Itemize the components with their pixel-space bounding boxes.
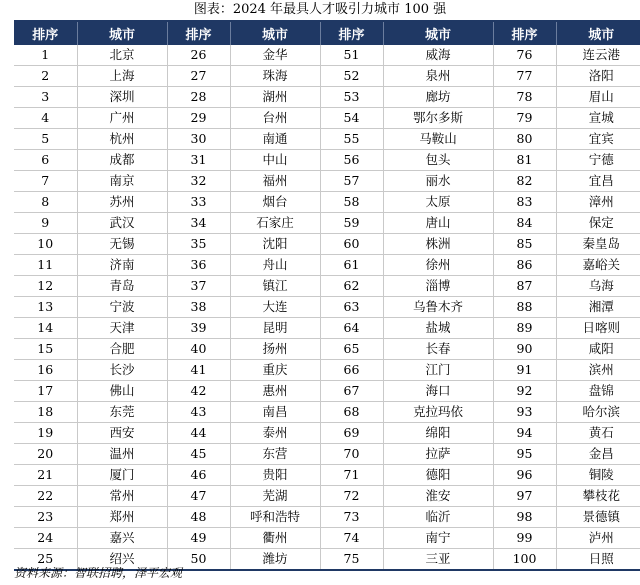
city-cell: 泉州 [383,66,493,87]
city-cell: 滨州 [556,360,640,381]
city-cell: 秦皇岛 [556,234,640,255]
table-row [14,150,640,171]
rank-cell: 84 [493,213,556,234]
rank-cell: 86 [493,255,556,276]
city-cell: 烟台 [230,192,320,213]
rank-cell: 39 [167,318,230,339]
rank-cell: 38 [167,297,230,318]
city-cell: 株洲 [383,234,493,255]
rank-cell: 70 [320,444,383,465]
table-row [14,297,640,318]
rank-cell: 78 [493,87,556,108]
table-row [14,360,640,381]
city-cell: 成都 [77,150,167,171]
table-row [14,87,640,108]
rank-cell: 47 [167,486,230,507]
city-cell: 长春 [383,339,493,360]
city-cell: 丽水 [383,171,493,192]
city-cell: 西安 [77,423,167,444]
table-row [14,192,640,213]
city-cell: 漳州 [556,192,640,213]
city-cell: 南宁 [383,528,493,549]
rank-cell: 24 [14,528,77,549]
rank-cell: 45 [167,444,230,465]
city-cell: 北京 [77,45,167,66]
rank-cell: 10 [14,234,77,255]
rank-cell: 21 [14,465,77,486]
city-cell: 济南 [77,255,167,276]
city-cell: 盘锦 [556,381,640,402]
city-cell: 鄂尔多斯 [383,108,493,129]
rank-cell: 36 [167,255,230,276]
city-cell: 德阳 [383,465,493,486]
city-cell: 哈尔滨 [556,402,640,423]
table-row [14,108,640,129]
city-cell: 铜陵 [556,465,640,486]
rank-cell: 3 [14,87,77,108]
city-cell: 台州 [230,108,320,129]
city-cell: 绵阳 [383,423,493,444]
table-row [14,318,640,339]
rank-cell: 42 [167,381,230,402]
city-cell: 连云港 [556,45,640,66]
rank-cell: 48 [167,507,230,528]
city-cell: 佛山 [77,381,167,402]
header-rank: 排序 [320,21,383,45]
rank-cell: 26 [167,45,230,66]
city-cell: 咸阳 [556,339,640,360]
table-row [14,129,640,150]
rank-cell: 5 [14,129,77,150]
city-cell: 嘉兴 [77,528,167,549]
city-cell: 青岛 [77,276,167,297]
rank-cell: 2 [14,66,77,87]
city-cell: 大连 [230,297,320,318]
source-note: 资料来源：智联招聘，泽平宏观 [14,566,183,580]
city-cell: 郑州 [77,507,167,528]
city-cell: 景德镇 [556,507,640,528]
rank-cell: 49 [167,528,230,549]
city-cell: 盐城 [383,318,493,339]
city-cell: 无锡 [77,234,167,255]
city-cell: 宣城 [556,108,640,129]
header-city: 城市 [230,21,320,45]
rank-cell: 93 [493,402,556,423]
rank-cell: 23 [14,507,77,528]
rank-cell: 31 [167,150,230,171]
city-cell: 重庆 [230,360,320,381]
rank-cell: 15 [14,339,77,360]
rank-cell: 13 [14,297,77,318]
city-cell: 乌海 [556,276,640,297]
table-row [14,171,640,192]
table-row [14,234,640,255]
city-cell: 乌鲁木齐 [383,297,493,318]
rank-cell: 82 [493,171,556,192]
rank-cell: 28 [167,87,230,108]
rank-cell: 52 [320,66,383,87]
city-cell: 昆明 [230,318,320,339]
rank-cell: 55 [320,129,383,150]
city-cell: 嘉峪关 [556,255,640,276]
table-row [14,465,640,486]
rank-cell: 1 [14,45,77,66]
city-cell: 天津 [77,318,167,339]
rank-cell: 40 [167,339,230,360]
table-row [14,528,640,549]
rank-cell: 16 [14,360,77,381]
city-cell: 淮安 [383,486,493,507]
rank-cell: 100 [493,549,556,571]
city-cell: 绍兴 [77,549,167,571]
city-cell: 拉萨 [383,444,493,465]
table-row [14,507,640,528]
city-cell: 廊坊 [383,87,493,108]
table-row [14,339,640,360]
rank-cell: 12 [14,276,77,297]
city-cell: 常州 [77,486,167,507]
rank-cell: 76 [493,45,556,66]
rank-cell: 27 [167,66,230,87]
rank-cell: 44 [167,423,230,444]
rank-cell: 20 [14,444,77,465]
rank-cell: 18 [14,402,77,423]
table-title: 图表：2024 年最具人才吸引力城市 100 强 [193,2,447,17]
rank-cell: 4 [14,108,77,129]
city-cell: 宜宾 [556,129,640,150]
rank-cell: 91 [493,360,556,381]
table-row [14,66,640,87]
rank-cell: 73 [320,507,383,528]
rank-cell: 69 [320,423,383,444]
rank-cell: 54 [320,108,383,129]
city-cell: 宁波 [77,297,167,318]
rank-cell: 17 [14,381,77,402]
city-cell: 苏州 [77,192,167,213]
city-cell: 淄博 [383,276,493,297]
city-cell: 日照 [556,549,640,571]
rank-cell: 94 [493,423,556,444]
header-city: 城市 [383,21,493,45]
header-rank: 排序 [167,21,230,45]
city-cell: 福州 [230,171,320,192]
rank-cell: 74 [320,528,383,549]
rank-cell: 51 [320,45,383,66]
rank-cell: 95 [493,444,556,465]
rank-cell: 68 [320,402,383,423]
city-cell: 厦门 [77,465,167,486]
city-cell: 杭州 [77,129,167,150]
table-row [14,444,640,465]
rank-cell: 14 [14,318,77,339]
table-body [14,45,640,570]
rank-cell: 90 [493,339,556,360]
city-cell: 宁德 [556,150,640,171]
rank-cell: 56 [320,150,383,171]
rank-cell: 88 [493,297,556,318]
rank-cell: 96 [493,465,556,486]
city-cell: 扬州 [230,339,320,360]
city-cell: 南昌 [230,402,320,423]
rank-cell: 43 [167,402,230,423]
table-row [14,45,640,66]
city-cell: 攀枝花 [556,486,640,507]
city-cell: 东营 [230,444,320,465]
table-header-row [14,21,640,45]
city-cell: 东莞 [77,402,167,423]
rank-cell: 62 [320,276,383,297]
rank-cell: 65 [320,339,383,360]
rank-cell: 87 [493,276,556,297]
rank-cell: 97 [493,486,556,507]
rank-cell: 22 [14,486,77,507]
city-cell: 泸州 [556,528,640,549]
city-cell: 芜湖 [230,486,320,507]
rank-cell: 7 [14,171,77,192]
city-cell: 中山 [230,150,320,171]
city-cell: 江门 [383,360,493,381]
rank-cell: 6 [14,150,77,171]
city-cell: 宜昌 [556,171,640,192]
city-cell: 广州 [77,108,167,129]
city-cell: 唐山 [383,213,493,234]
city-cell: 舟山 [230,255,320,276]
city-cell: 镇江 [230,276,320,297]
rank-cell: 75 [320,549,383,571]
rank-cell: 67 [320,381,383,402]
rank-cell: 59 [320,213,383,234]
city-cell: 金华 [230,45,320,66]
rank-cell: 41 [167,360,230,381]
city-cell: 黄石 [556,423,640,444]
rank-cell: 33 [167,192,230,213]
rank-cell: 71 [320,465,383,486]
city-cell: 石家庄 [230,213,320,234]
city-cell: 临沂 [383,507,493,528]
table-row [14,381,640,402]
table-row [14,423,640,444]
rank-cell: 79 [493,108,556,129]
city-cell: 马鞍山 [383,129,493,150]
header-city: 城市 [556,21,640,45]
rank-cell: 83 [493,192,556,213]
city-cell: 潍坊 [230,549,320,571]
table-row [14,213,640,234]
rank-cell: 92 [493,381,556,402]
city-cell: 克拉玛依 [383,402,493,423]
city-cell: 湘潭 [556,297,640,318]
header-rank: 排序 [493,21,556,45]
city-cell: 太原 [383,192,493,213]
city-cell: 上海 [77,66,167,87]
city-cell: 保定 [556,213,640,234]
table-row [14,486,640,507]
header-city: 城市 [77,21,167,45]
city-cell: 沈阳 [230,234,320,255]
table-row [14,255,640,276]
city-cell: 威海 [383,45,493,66]
city-cell: 衢州 [230,528,320,549]
rank-cell: 64 [320,318,383,339]
city-cell: 包头 [383,150,493,171]
city-cell: 呼和浩特 [230,507,320,528]
table-row [14,276,640,297]
rank-cell: 35 [167,234,230,255]
rank-cell: 37 [167,276,230,297]
rank-cell: 19 [14,423,77,444]
rank-cell: 77 [493,66,556,87]
rank-cell: 32 [167,171,230,192]
city-cell: 武汉 [77,213,167,234]
city-cell: 眉山 [556,87,640,108]
rank-cell: 25 [37,551,54,566]
rank-cell: 58 [320,192,383,213]
city-cell: 合肥 [77,339,167,360]
city-cell: 海口 [383,381,493,402]
city-cell: 南京 [77,171,167,192]
city-cell: 泰州 [230,423,320,444]
rank-cell: 8 [14,192,77,213]
city-cell: 日喀则 [556,318,640,339]
rank-cell: 85 [493,234,556,255]
city-cell: 南通 [230,129,320,150]
rank-cell: 57 [320,171,383,192]
table-row [14,402,640,423]
rank-cell: 80 [493,129,556,150]
rank-cell: 89 [493,318,556,339]
rank-cell: 50 [167,549,230,571]
rank-cell: 63 [320,297,383,318]
rank-cell: 81 [493,150,556,171]
city-cell: 三亚 [383,549,493,571]
city-ranking-table [14,20,640,571]
rank-cell: 29 [167,108,230,129]
rank-cell: 9 [14,213,77,234]
rank-cell: 60 [320,234,383,255]
city-cell: 珠海 [230,66,320,87]
city-cell: 长沙 [77,360,167,381]
city-cell: 金昌 [556,444,640,465]
city-cell: 贵阳 [230,465,320,486]
rank-cell: 34 [167,213,230,234]
rank-cell: 30 [167,129,230,150]
city-cell: 深圳 [77,87,167,108]
rank-cell: 99 [493,528,556,549]
rank-cell: 66 [320,360,383,381]
rank-cell: 72 [320,486,383,507]
city-cell: 温州 [77,444,167,465]
rank-cell: 46 [167,465,230,486]
city-cell: 惠州 [230,381,320,402]
rank-cell: 53 [320,87,383,108]
city-cell: 湖州 [230,87,320,108]
city-cell: 徐州 [383,255,493,276]
header-rank: 排序 [14,21,77,45]
rank-cell: 98 [493,507,556,528]
rank-cell: 61 [320,255,383,276]
city-cell: 洛阳 [556,66,640,87]
rank-cell: 11 [14,255,77,276]
